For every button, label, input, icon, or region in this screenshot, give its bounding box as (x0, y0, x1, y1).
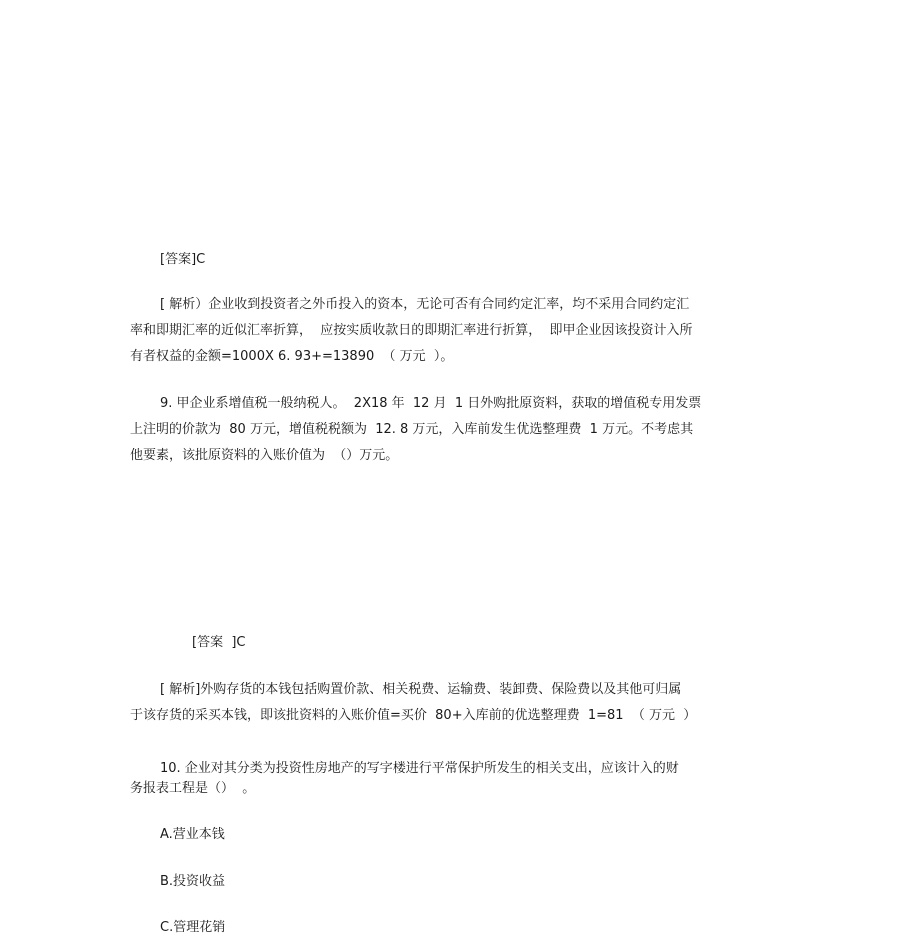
option-a: A.营业本钱 (160, 827, 225, 842)
analysis-line: [ 解析）企业收到投资者之外币投入的资本，无论可否有合同约定汇率，均不采用合同约定汇 (160, 297, 690, 312)
answer-line: [答案 ]C (192, 635, 246, 650)
question-line: 上注明的价款为 80 万元，增值税税额为 12. 8 万元，入库前发生优选整理费 1 万元。不考虑其 (130, 422, 694, 437)
analysis-line: 于该存货的采买本钱，即该批资料的入账价值=买价 80+入库前的优选整理费 1=81 （ 万元 ） (130, 708, 697, 723)
answer-line: [答案]C (160, 252, 206, 267)
question-line: 他要素，该批原资料的入账价值为 （）万元。 (130, 448, 399, 463)
option-b: B.投资收益 (160, 874, 226, 889)
analysis-line: 有者权益的金额=1000X 6. 93+=13890 （ 万元 ）。 (130, 349, 454, 364)
analysis-line: [ 解析]外购存货的本钱包括购置价款、相关税费、运输费、装卸费、保险费以及其他可归属 (160, 682, 682, 697)
question-line: 9. 甲企业系增值税一般纳税人。 2X18 年 12 月 1 日外购批原资料，获取的增值税专用发票 (160, 396, 702, 411)
question-line: 10. 企业对其分类为投资性房地产的写字楼进行平常保护所发生的相关支出，应该计入的财 (160, 761, 679, 776)
option-c: C.管理花销 (160, 920, 226, 935)
analysis-line: 率和即期汇率的近似汇率折算， 应按实质收款日的即期汇率进行折算， 即甲企业因该投资计入所 (130, 323, 693, 338)
question-line: 务报表工程是（） 。 (130, 781, 256, 796)
